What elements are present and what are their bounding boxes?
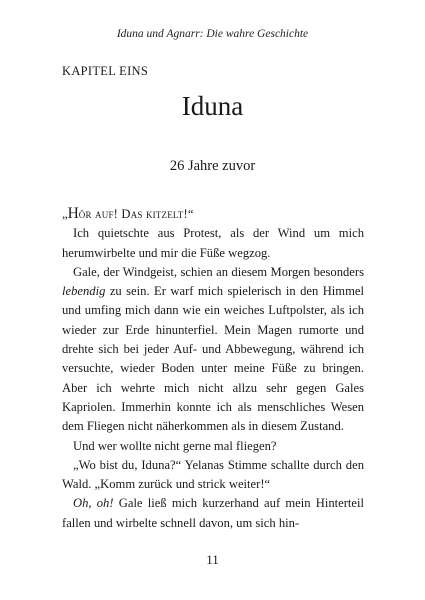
paragraph-3-italic: lebendig: [62, 284, 106, 299]
paragraph-5: „Wo bist du, Iduna?“ Yelanas Stimme schallte durch den Wald. „Komm zurück und strick weiter!“: [62, 457, 364, 492]
initial-capital: H: [67, 205, 79, 222]
paragraph-6: [62, 494, 364, 533]
small-caps-text: ör auf! Das kitzelt!: [78, 207, 188, 221]
paragraph-4: Und wer wollte nicht gerne mal fliegen?: [73, 438, 277, 453]
paragraph-2: Ich quietschte aus Protest, als der Wind um mich herumwirbelte und mir die Füße wegzog.: [62, 226, 364, 260]
opening-quote: „: [62, 207, 68, 221]
page-number: 11: [206, 552, 219, 567]
paragraph-3-text-a: Gale, der Windgeist, schien an diesem Morgen besonders: [73, 264, 364, 279]
paragraph-6-text: Gale ließ mich kurzerhand auf mein Hinterteil fallen und wirbelte schnell davon, um sich hin-: [62, 496, 364, 530]
paragraph-3-text-b: zu sein. Er warf mich spielerisch in den Himmel und umfing mich dann wie ein weiches Luftpolster, als ich wieder zur Erde hinunterfiel. Mein Magen rumorte und drehte sich bei jeder Auf- und Abbewegung, während ich versuchte, wieder Boden unter meine Füße zu bringen. Aber ich wehrte mich nicht allzu sehr gegen Gales Kapriolen. Immerhin konnte ich als menschliches Wesen dem Fliegen nicht näherkommen als in diesem Zustand.: [62, 284, 364, 434]
chapter-title: Iduna: [181, 91, 244, 121]
paragraph-6-italic: Oh, oh!: [73, 496, 114, 511]
closing-quote: “: [187, 207, 194, 221]
paragraph-1: [62, 204, 364, 224]
running-header: Iduna und Agnarr: Die wahre Geschichte: [116, 28, 309, 40]
chapter-label: KAPITEL EINS: [62, 64, 149, 78]
body-text: [62, 204, 364, 533]
paragraph-3: [62, 263, 364, 437]
chapter-subtitle: 26 Jahre zuvor: [169, 158, 256, 174]
